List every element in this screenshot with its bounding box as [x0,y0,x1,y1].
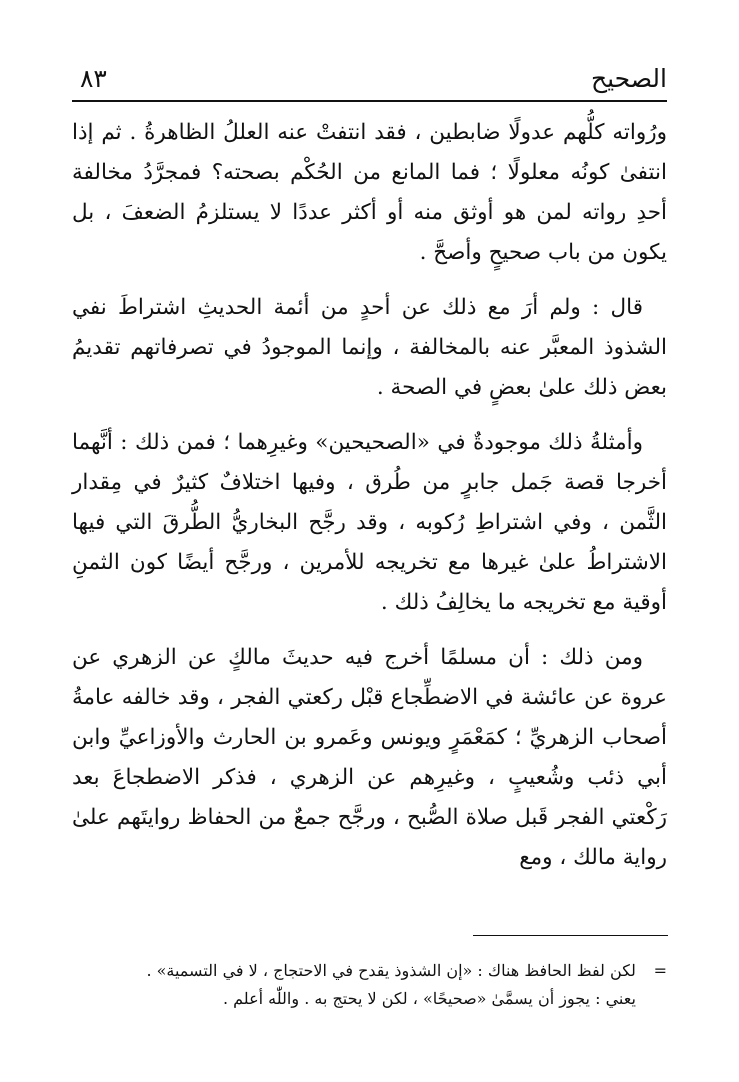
running-title: الصحيح [590,64,667,93]
footnotes [72,957,667,1013]
footnote-continuation-marker: = [653,961,667,980]
paragraph-2: قال : ولم أرَ مع ذلك عن أحدٍ من أئمة الحديثِ اشتراطَ نفي الشذوذ المعبَّر عنه بالمخالفة ، وإنما الموجودُ في تصرفاتهم تقديمُ بعض ذلك علىٰ بعضٍ في الصحة . [72,295,667,400]
footnote-line-1 [72,957,667,985]
header-rule [72,100,667,102]
footnote-text-2: يعني : يجوز أن يسمَّىٰ «صحيحًا» ، لكن لا يحتج به . واللّٰه أعلم . [222,989,636,1008]
page-number: ٨٣ [80,64,107,93]
footnote-line-2 [72,985,667,1013]
main-text [72,113,667,878]
page-header [72,58,667,98]
paragraph-4: ومن ذلك : أن مسلمًا أخرج فيه حديثَ مالكٍ عن الزهري عن عروة عن عائشة في الاضطِّجاع قبْل ركعتي الفجر ، وقد خالفه عامةُ أصحاب الزهريِّ ؛ كمَعْمَرٍ ويونس وعَمرو بن الحارث والأوزاعيِّ وابن أبي ذئب وشُعيبٍ ، وغيرِهم عن الزهري ، فذكر الاضطجاعَ بعد رَكْعتي الفجر قَبل صلاة الصُّبح ، ورجَّح جمعٌ من الحفاظ روايتَهم علىٰ رواية مالك ، ومع [72,645,667,870]
paragraph-1: ورُواته كلُّهم عدولًا ضابطين ، فقد انتفتْ عنه العللُ الظاهرةُ . ثم إذا انتفىٰ كونُه معلولًا ؛ فما المانع من الحُكْم بصحته؟ فمجرَّدُ مخالفة أحدِ رواته لمن هو أوثق منه أو أكثر عددًا لا يستلزمُ الضعفَ ، بل يكون من باب صحيحٍ وأصحَّ . [72,120,667,265]
footnote-text-1: لكن لفظ الحافظ هناك : «إن الشذوذ يقدح في الاحتجاج ، لا في التسمية» . [146,961,636,980]
footnote-separator [473,935,668,936]
paragraph-3: وأمثلةُ ذلك موجودةٌ في «الصحيحين» وغيرِهما ؛ فمن ذلك : أنَّهما أخرجا قصة جَمل جابرٍ من طُرق ، وفيها اختلافٌ كثيرٌ في مِقدار الثَّمن ، وفي اشتراطِ رُكوبه ، وقد رجَّح البخاريُّ الطُّرقَ التي فيها الاشتراطُ علىٰ غيرها مع تخريجه للأمرين ، ورجَّح أيضًا كون الثمنِ أوقية مع تخريجه ما يخالِفُ ذلك . [72,430,667,615]
